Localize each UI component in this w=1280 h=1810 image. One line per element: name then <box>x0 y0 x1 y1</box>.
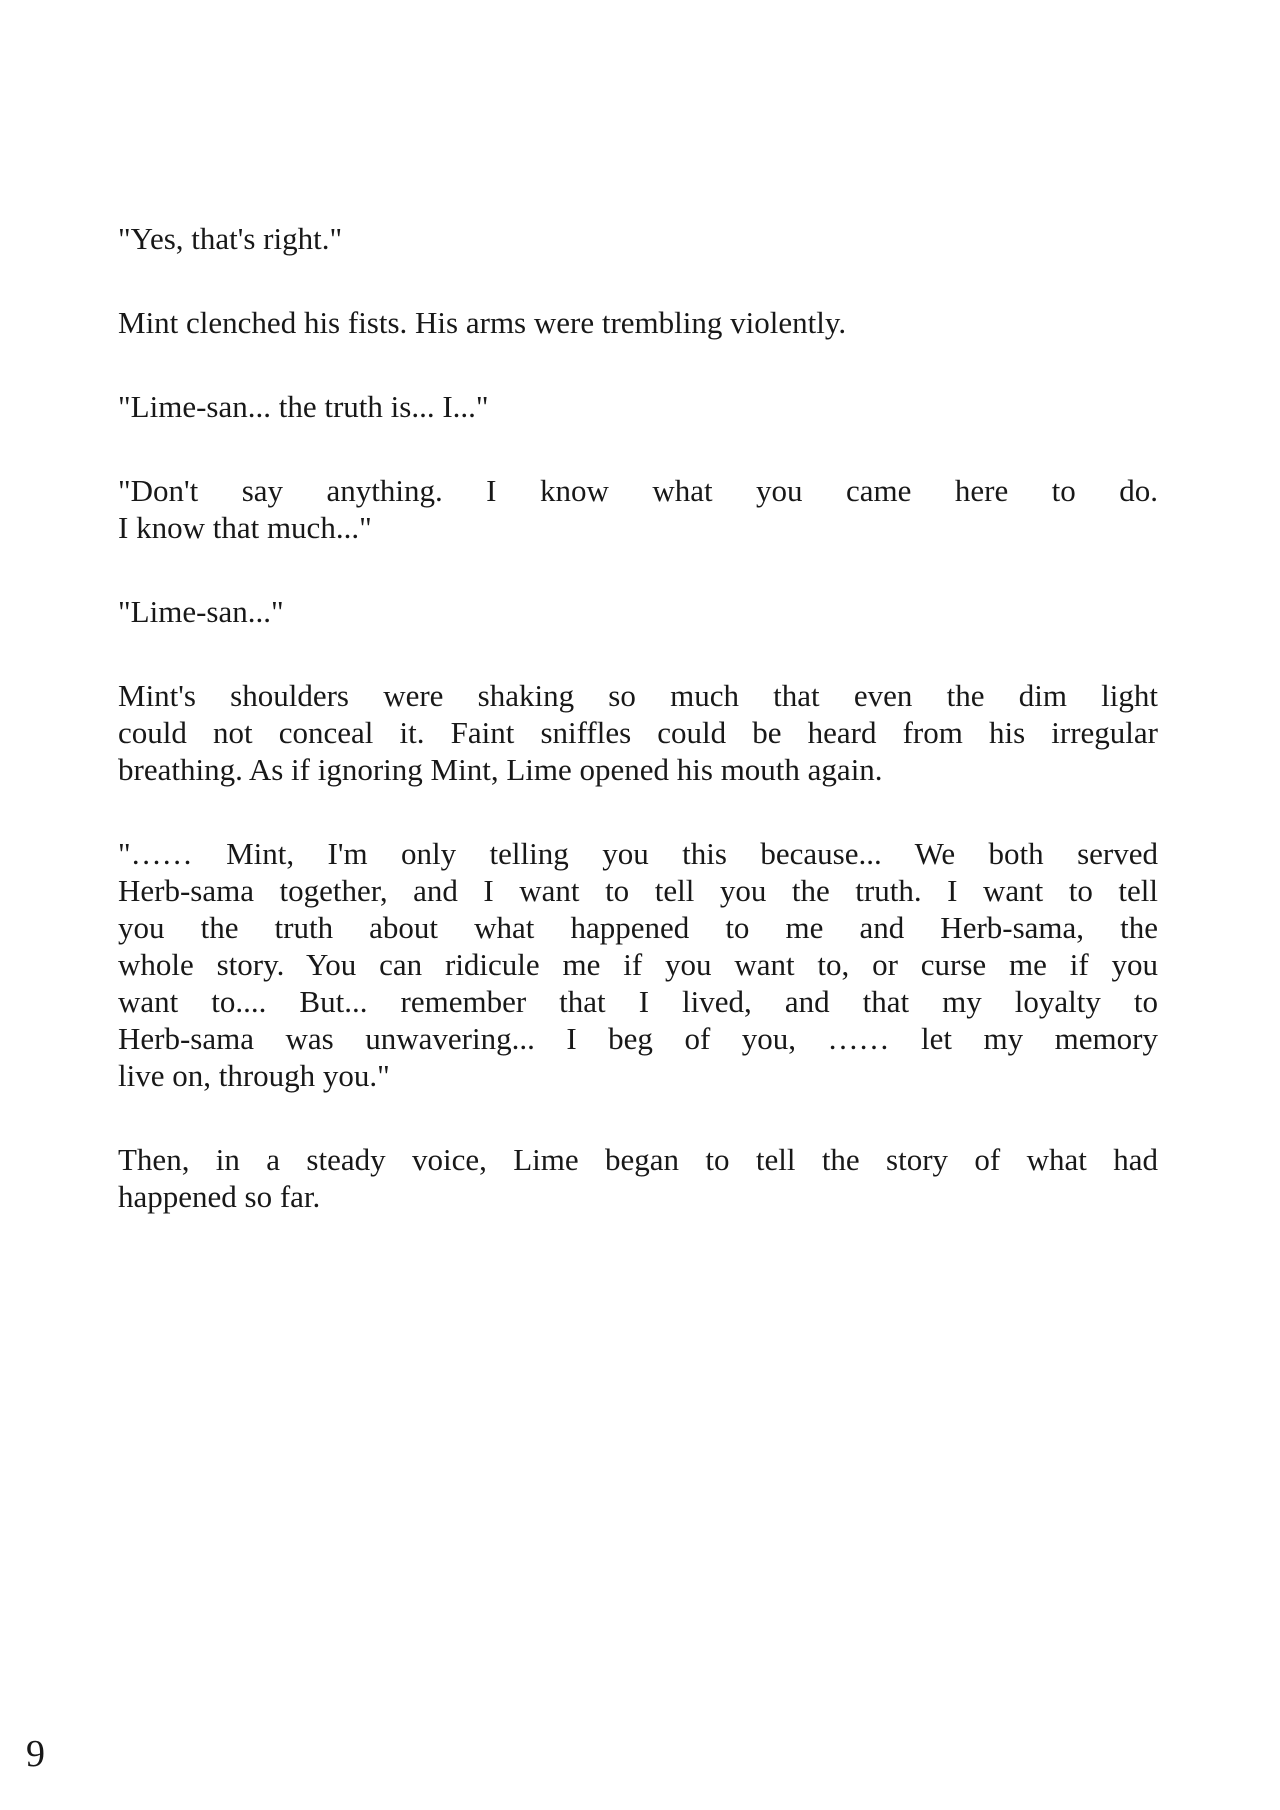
text-line: Herb-sama was unwavering... I beg of you, …… let my memory <box>118 1021 1158 1056</box>
text-line: Mint clenched his fists. His arms were trembling violently. <box>118 305 847 340</box>
text-line: "Yes, that's right." <box>118 221 343 256</box>
text-line: Herb-sama together, and I want to tell you the truth. I want to tell <box>118 873 1158 908</box>
paragraph <box>118 677 1158 788</box>
paragraph <box>118 220 1158 257</box>
text-line: breathing. As if ignoring Mint, Lime opened his mouth again. <box>118 752 883 787</box>
text-line: happened so far. <box>118 1179 321 1214</box>
text-line: "Lime-san... the truth is... I..." <box>118 389 489 424</box>
story-text <box>118 220 1158 1262</box>
paragraph <box>118 1141 1158 1215</box>
text-line: Then, in a steady voice, Lime began to tell the story of what had <box>118 1142 1158 1177</box>
text-line: want to.... But... remember that I lived, and that my loyalty to <box>118 984 1158 1019</box>
paragraph <box>118 593 1158 630</box>
text-line: could not conceal it. Faint sniffles could be heard from his irregular <box>118 715 1158 750</box>
text-line: whole story. You can ridicule me if you want to, or curse me if you <box>118 947 1158 982</box>
paragraph <box>118 304 1158 341</box>
text-line: live on, through you." <box>118 1058 390 1093</box>
paragraph <box>118 388 1158 425</box>
text-line: "Lime-san..." <box>118 594 284 629</box>
text-line: "Don't say anything. I know what you came here to do. <box>118 473 1158 508</box>
paragraph <box>118 835 1158 1094</box>
text-line: you the truth about what happened to me and Herb-sama, the <box>118 910 1158 945</box>
text-line: I know that much..." <box>118 510 372 545</box>
text-line: "…… Mint, I'm only telling you this because... We both served <box>118 836 1158 871</box>
text-line: Mint's shoulders were shaking so much that even the dim light <box>118 678 1158 713</box>
paragraph <box>118 472 1158 546</box>
page-number: 9 <box>26 1733 45 1775</box>
